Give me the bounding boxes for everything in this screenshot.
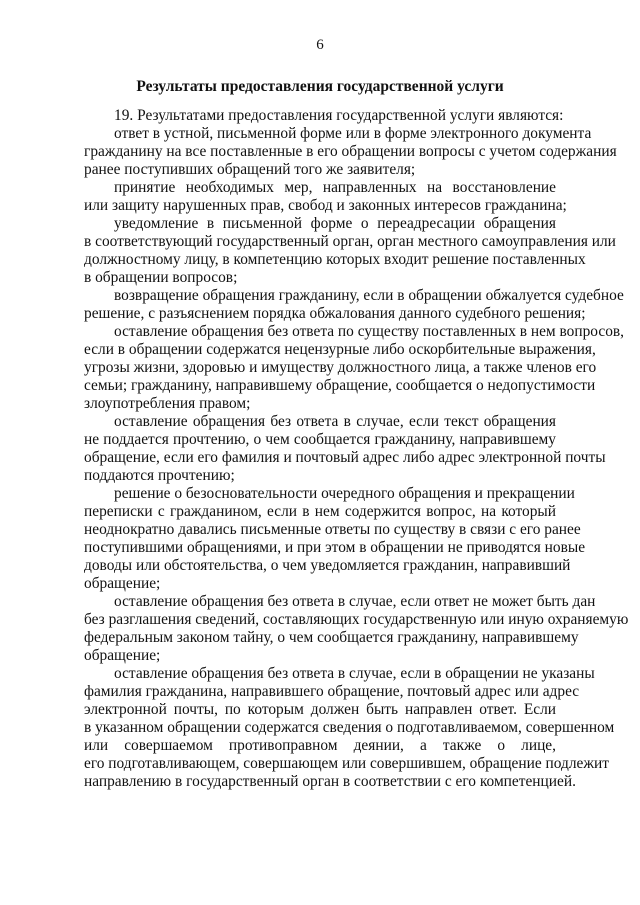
paragraph-line: не поддается прочтению, о чем сообщается гражданину, направившему [84,431,556,448]
paragraph-line: решение о безосновательности очередного обращения и прекращении [114,485,575,502]
paragraph-line: оставление обращения без ответа в случае, если текст обращения [114,413,556,430]
paragraph [84,107,564,125]
paragraph-line: 19. Результатами предоставления государственной услуги являются: [114,107,564,124]
paragraph-line: обращение, если его фамилия и почтовый адрес либо адрес электронной почты [84,449,606,466]
paragraph [84,287,624,323]
paragraph [84,485,586,593]
paragraph-line: в указанном обращении содержатся сведения о подготавливаемом, совершенном [84,719,615,736]
paragraph-line: фамилия гражданина, направившего обращение, почтовый адрес или адрес [84,683,580,700]
paragraph-line: угрозы жизни, здоровью и имуществу должностного лица, а также членов его [84,359,597,376]
paragraph-line: переписки с гражданином, если в нем содержится вопрос, на который [84,503,556,520]
paragraph-line: поступившими обращениями, и при этом в обращении не приводятся новые [84,539,586,556]
paragraph [84,125,617,179]
paragraph [84,179,567,215]
paragraph-line: если в обращении содержатся нецензурные либо оскорбительные выражения, [84,341,596,358]
paragraph-line: поддаются прочтению; [84,467,235,484]
section-title: Результаты предоставления государственной услуги [136,78,504,95]
paragraph-line: без разглашения сведений, составляющих государственную или иную охраняемую [84,611,629,628]
paragraph-line: неоднократно давались письменные ответы по существу в связи с его ранее [84,521,581,538]
paragraph-line: или защиту нарушенных прав, свобод и законных интересов гражданина; [84,197,567,214]
paragraph-line: направлению в государственный орган в соответствии с его компетенцией. [84,773,576,790]
paragraph [84,593,629,665]
paragraph-line: доводы или обстоятельства, о чем уведомляется гражданин, направивший [84,557,571,574]
paragraph-line: в обращении вопросов; [84,269,238,286]
paragraph [84,665,615,791]
paragraph-line: обращение; [84,575,161,592]
paragraph-line: или совершаемом противоправном деянии, а также о лице, [84,737,556,754]
paragraph-line: федеральным законом тайну, о чем сообщается гражданину, направившему [84,629,579,646]
paragraph-line: ранее поступивших обращений того же заявителя; [84,161,416,178]
paragraph-line: решение, с разъяснением порядка обжалования данного судебного решения; [84,305,586,322]
document-body [84,107,629,791]
paragraph-line: оставление обращения без ответа в случае, если ответ не может быть дан [114,593,596,610]
paragraph-line: электронной почты, по которым должен быть направлен ответ. Если [84,701,556,718]
page-number: 6 [316,37,324,53]
paragraph-line: оставление обращения без ответа в случае, если в обращении не указаны [114,665,595,682]
paragraph-line: обращение; [84,647,161,664]
paragraph [84,413,606,485]
paragraph-line: уведомление в письменной форме о переадресации обращения [114,215,556,232]
paragraph-line: оставление обращения без ответа по существу поставленных в нем вопросов, [114,323,625,340]
paragraph [84,323,625,413]
paragraph-line: в соответствующий государственный орган, орган местного самоуправления или [84,233,616,250]
paragraph-line: семьи; гражданину, направившему обращение, сообщается о недопустимости [84,377,596,394]
paragraph-line: принятие необходимых мер, направленных на восстановление [114,179,556,196]
paragraph-line: возвращение обращения гражданину, если в обращении обжалуется судебное [114,287,624,304]
paragraph-line: должностному лицу, в компетенцию которых входит решение поставленных [84,251,586,268]
paragraph-line: гражданину на все поставленные в его обращении вопросы с учетом содержания [84,143,617,160]
paragraph-line: его подготавливающем, совершающем или совершившем, обращение подлежит [84,755,609,772]
paragraph [84,215,616,287]
paragraph-line: ответ в устной, письменной форме или в форме электронного документа [114,125,592,142]
paragraph-line: злоупотребления правом; [84,395,251,412]
